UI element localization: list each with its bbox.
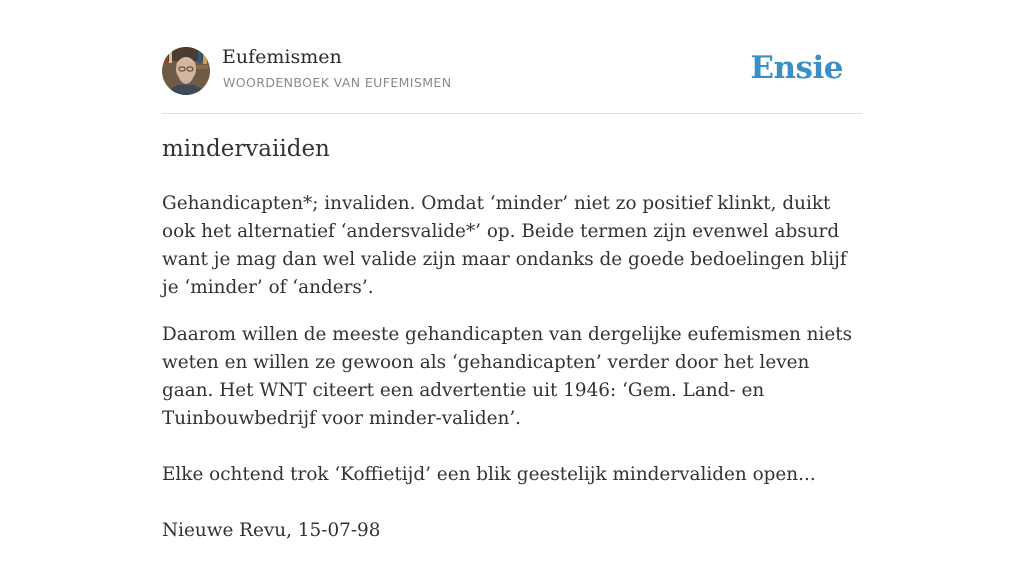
definition-paragraph: Daarom willen de meeste gehandicapten van dergelijke eufemismen niets weten en willen ze gewoon als ‘gehandicapten’ verder door het leven gaan. Het WNT citeert een advertentie uit 1946: ‘Gem. Land- en Tuinbouwbedrijf voor minder-validen’. xyxy=(162,324,853,429)
example-source: Nieuwe Revu, 15-07-98 xyxy=(162,520,381,541)
page-container xyxy=(162,0,862,541)
author-portrait-icon xyxy=(162,47,210,95)
entry-body xyxy=(162,190,862,564)
definition-paragraph: Gehandicapten*; invaliden. Omdat ‘minder’ niet zo positief klinkt, duikt ook het alternatief ‘andersvalide*’ op. Beide termen zijn evenwel absurd want je mag dan wel valide zijn maar ondanks de goede bedoelingen blijf je ‘minder’ of ‘anders’. xyxy=(162,193,847,298)
avatar[interactable] xyxy=(162,47,210,95)
ensie-logo[interactable]: Ensie xyxy=(750,50,843,86)
author-name-link[interactable]: Eufemismen xyxy=(222,46,342,68)
header xyxy=(162,0,862,114)
entry-title: mindervaiiden xyxy=(162,136,330,162)
author-subtitle: WOORDENBOEK VAN EUFEMISMEN xyxy=(223,75,452,90)
example-quote: Elke ochtend trok ‘Koffietijd’ een blik geestelijk mindervaliden open... xyxy=(162,464,816,485)
